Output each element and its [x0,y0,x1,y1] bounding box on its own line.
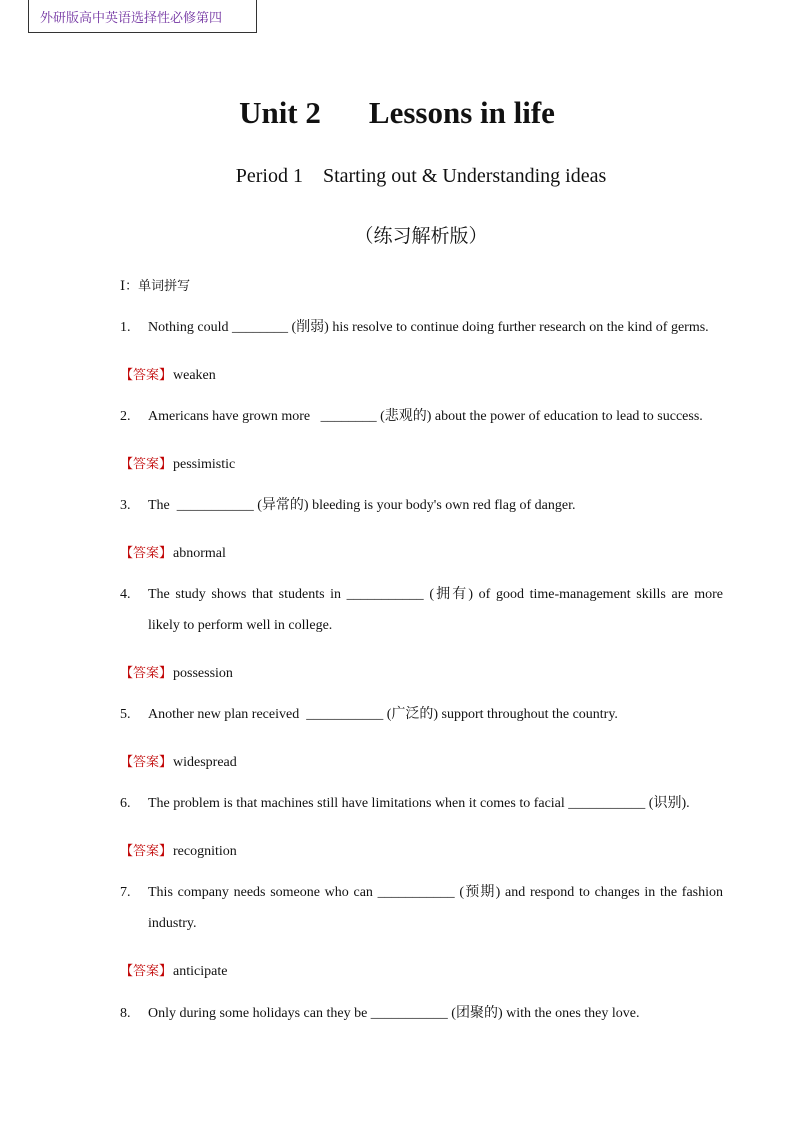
answer-word: abnormal [173,546,226,561]
question-text: The problem is that machines still have limitations when it comes to facial ___________ (识别). [148,796,690,811]
answer-tag: 【答案】 [120,755,173,770]
period-title [0,165,794,188]
answer-5 [120,751,237,771]
question-number: 3. [120,498,131,513]
question-text: Americans have grown more ________ (悲观的) about the power of education to lead to success. [148,409,703,424]
answer-2 [120,453,235,473]
question-number: 2. [120,409,131,424]
answer-1 [120,364,216,384]
answer-word: recognition [173,844,237,859]
answer-tag: 【答案】 [120,844,173,859]
question-text: This company needs someone who can ___________ (预期) and respond to changes in the fashion industry. [148,885,723,931]
question-number: 1. [120,320,131,335]
answer-tag: 【答案】 [120,964,173,979]
answer-tag: 【答案】 [120,666,173,681]
page-subtitle: （练习解析版） [354,225,488,247]
answer-tag: 【答案】 [120,546,173,561]
question-3 [120,490,723,521]
question-text: Only during some holidays can they be ___________ (团聚的) with the ones they love. [148,1006,640,1021]
answer-3 [120,542,226,562]
question-number: 7. [120,885,131,900]
answer-6 [120,840,237,860]
answer-word: widespread [173,755,237,770]
question-text: Nothing could ________ (削弱) his resolve to continue doing further research on the kind of germs. [148,320,709,335]
unit-title [0,95,794,131]
question-4 [120,579,723,641]
answer-tag: 【答案】 [120,457,173,472]
question-text: The ___________ (异常的) bleeding is your body's own red flag of danger. [148,498,576,513]
question-2 [120,401,723,432]
header-label: 外研版高中英语选择性必修第四 [40,11,223,26]
question-7 [120,877,723,939]
answer-4 [120,662,233,682]
question-8 [120,998,723,1029]
period-label: Period 1 [235,165,303,187]
answer-word: possession [173,666,233,681]
section-heading: I：单词拼写 [120,279,191,294]
unit-number: Unit 2 [239,95,321,130]
question-1 [120,312,723,343]
question-text: Another new plan received ___________ (广泛的) support throughout the country. [148,707,618,722]
lesson-title: Lessons in life [368,95,555,130]
question-number: 8. [120,1006,131,1021]
question-6 [120,788,723,819]
answer-tag: 【答案】 [120,368,173,383]
answer-word: anticipate [173,964,228,979]
question-number: 6. [120,796,131,811]
period-topic: Starting out & Understanding ideas [322,165,607,187]
question-number: 4. [120,587,131,602]
header-box [28,0,257,33]
answer-7 [120,960,227,980]
question-5 [120,699,723,730]
answer-word: pessimistic [173,457,236,472]
answer-word: weaken [173,368,216,383]
question-number: 5. [120,707,131,722]
question-text: The study shows that students in ___________ (拥有) of good time-management skills are more likely to perform well in college. [148,587,723,633]
